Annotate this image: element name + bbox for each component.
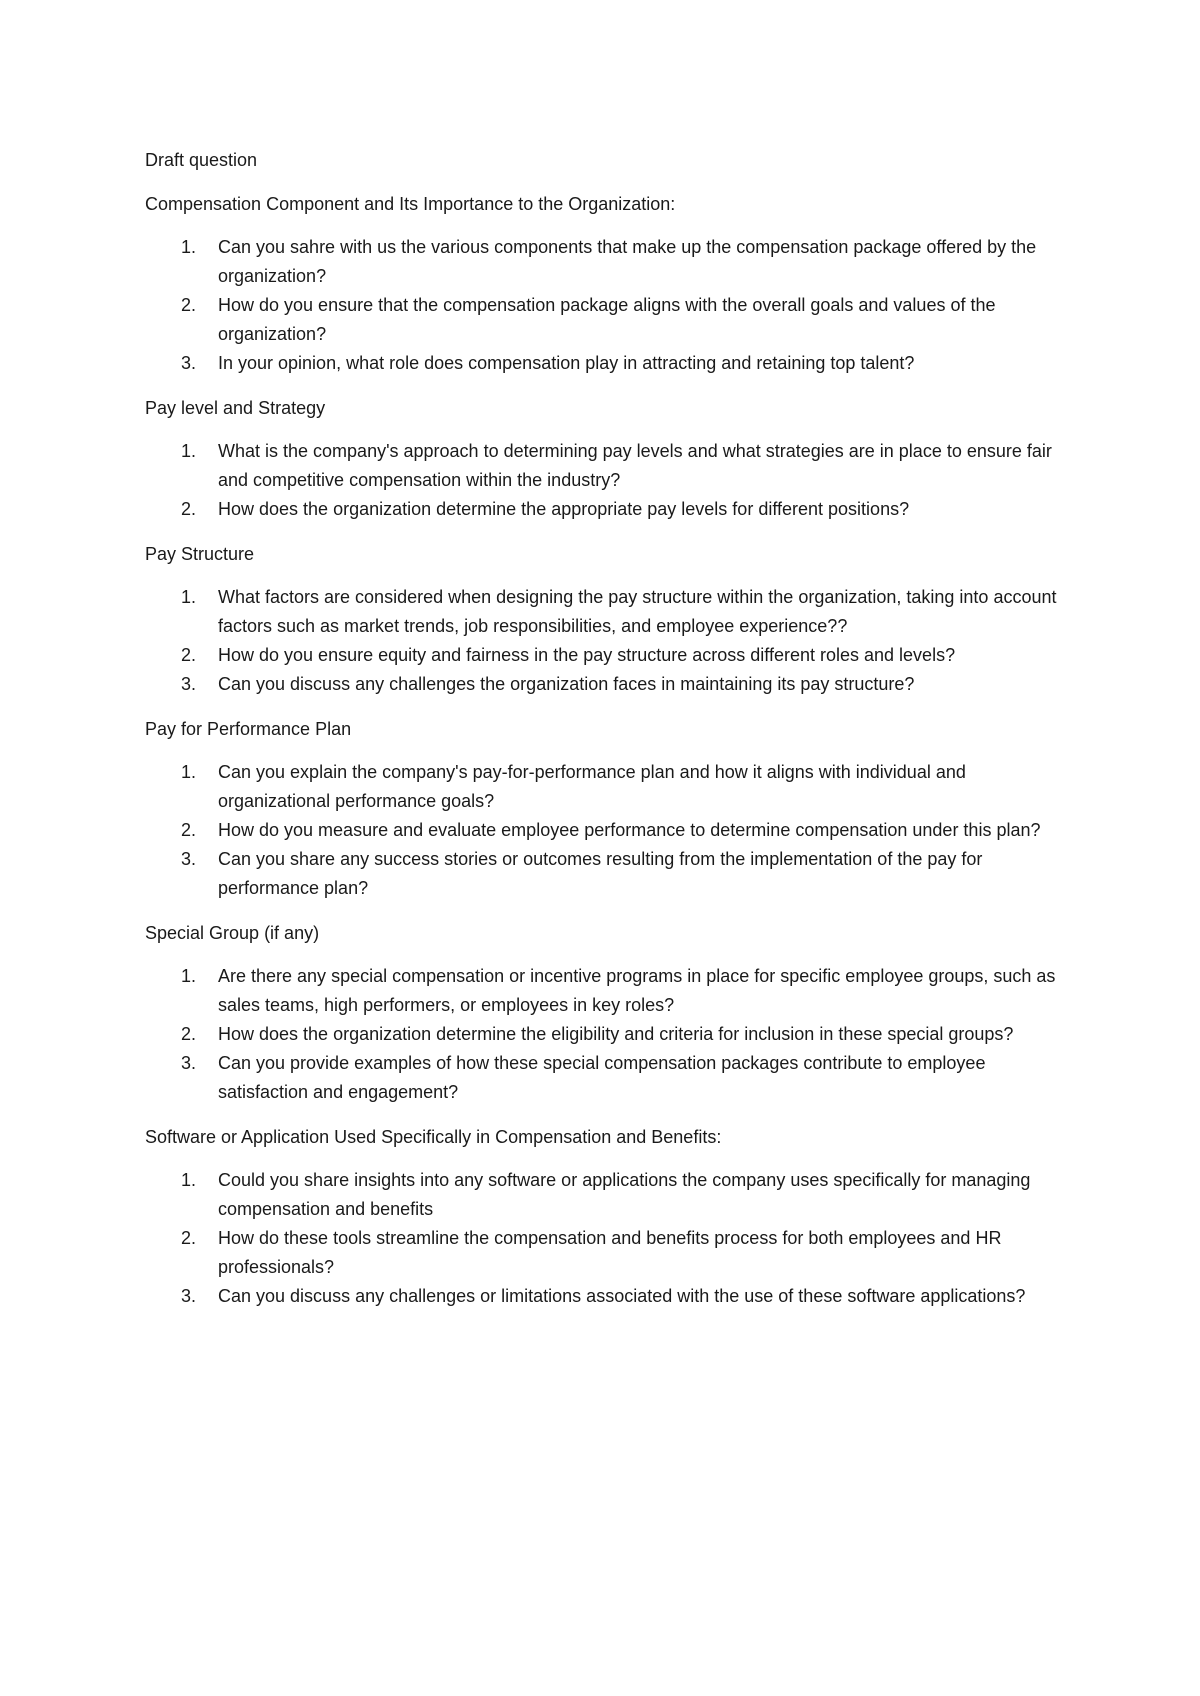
question-number: 3.	[181, 1053, 197, 1073]
question-number: 2.	[181, 1228, 197, 1248]
question-text: In your opinion, what role does compensation play in attracting and retaining top talent?	[218, 353, 915, 373]
section-heading: Compensation Component and Its Importance to the Organization:	[145, 194, 676, 214]
question-text: Can you discuss any challenges the organization faces in maintaining its pay structure?	[218, 674, 915, 694]
question-number: 3.	[181, 353, 197, 373]
question-number: 1.	[181, 237, 197, 257]
question-text: How do these tools streamline the compensation and benefits process for both employees and HR professionals?	[218, 1228, 1002, 1277]
document-body	[145, 146, 1065, 1327]
question-number: 2.	[181, 820, 197, 840]
section-heading: Pay Structure	[145, 544, 255, 564]
question-item	[145, 758, 1065, 816]
question-text: How do you ensure that the compensation package aligns with the overall goals and values of the organization?	[218, 295, 996, 344]
question-item	[145, 1224, 1065, 1282]
question-list	[145, 758, 1065, 903]
question-item	[145, 495, 1065, 524]
question-text: Can you discuss any challenges or limitations associated with the use of these software applications?	[218, 1286, 1026, 1306]
question-number: 1.	[181, 441, 197, 461]
question-item	[145, 233, 1065, 291]
question-number: 3.	[181, 674, 197, 694]
section	[145, 1123, 1065, 1311]
question-item	[145, 670, 1065, 699]
section-heading: Special Group (if any)	[145, 923, 320, 943]
question-text: Are there any special compensation or incentive programs in place for specific employee groups, such as sales teams, high performers, or employees in key roles?	[218, 966, 1056, 1015]
question-item	[145, 349, 1065, 378]
question-text: How does the organization determine the appropriate pay levels for different positions?	[218, 499, 910, 519]
question-text: How do you measure and evaluate employee performance to determine compensation under this plan?	[218, 820, 1041, 840]
question-number: 2.	[181, 295, 197, 315]
question-list	[145, 1166, 1065, 1311]
question-list	[145, 233, 1065, 378]
question-text: Could you share insights into any software or applications the company uses specifically for managing compensation and benefits	[218, 1170, 1031, 1219]
question-number: 1.	[181, 966, 197, 986]
question-text: What factors are considered when designing the pay structure within the organization, taking into account factors such as market trends, job responsibilities, and employee experience??	[218, 587, 1057, 636]
question-number: 1.	[181, 1170, 197, 1190]
question-number: 2.	[181, 645, 197, 665]
section-heading: Pay level and Strategy	[145, 398, 326, 418]
question-list	[145, 962, 1065, 1107]
document-title: Draft question	[145, 150, 258, 170]
question-number: 1.	[181, 587, 197, 607]
question-item	[145, 291, 1065, 349]
section	[145, 394, 1065, 524]
question-item	[145, 1166, 1065, 1224]
section-heading: Software or Application Used Specifically in Compensation and Benefits:	[145, 1127, 722, 1147]
question-number: 3.	[181, 1286, 197, 1306]
question-item	[145, 1282, 1065, 1311]
question-text: How does the organization determine the eligibility and criteria for inclusion in these special groups?	[218, 1024, 1014, 1044]
question-text: Can you sahre with us the various components that make up the compensation package offered by the organization?	[218, 237, 1037, 286]
question-item	[145, 1020, 1065, 1049]
question-item	[145, 583, 1065, 641]
question-text: How do you ensure equity and fairness in the pay structure across different roles and levels?	[218, 645, 956, 665]
question-text: Can you provide examples of how these special compensation packages contribute to employee satisfaction and engagement?	[218, 1053, 986, 1102]
question-item	[145, 437, 1065, 495]
question-text: What is the company's approach to determining pay levels and what strategies are in place to ensure fair and competitive compensation within the industry?	[218, 441, 1052, 490]
section	[145, 715, 1065, 903]
question-list	[145, 437, 1065, 524]
question-item	[145, 962, 1065, 1020]
question-number: 2.	[181, 499, 197, 519]
question-item	[145, 1049, 1065, 1107]
question-number: 1.	[181, 762, 197, 782]
question-item	[145, 816, 1065, 845]
question-number: 2.	[181, 1024, 197, 1044]
section-heading: Pay for Performance Plan	[145, 719, 352, 739]
section	[145, 540, 1065, 699]
question-number: 3.	[181, 849, 197, 869]
sections-container	[145, 190, 1065, 1311]
question-text: Can you explain the company's pay-for-performance plan and how it aligns with individual and organizational performance goals?	[218, 762, 966, 811]
question-text: Can you share any success stories or outcomes resulting from the implementation of the pay for performance plan?	[218, 849, 983, 898]
section	[145, 190, 1065, 378]
question-list	[145, 583, 1065, 699]
section	[145, 919, 1065, 1107]
question-item	[145, 641, 1065, 670]
question-item	[145, 845, 1065, 903]
